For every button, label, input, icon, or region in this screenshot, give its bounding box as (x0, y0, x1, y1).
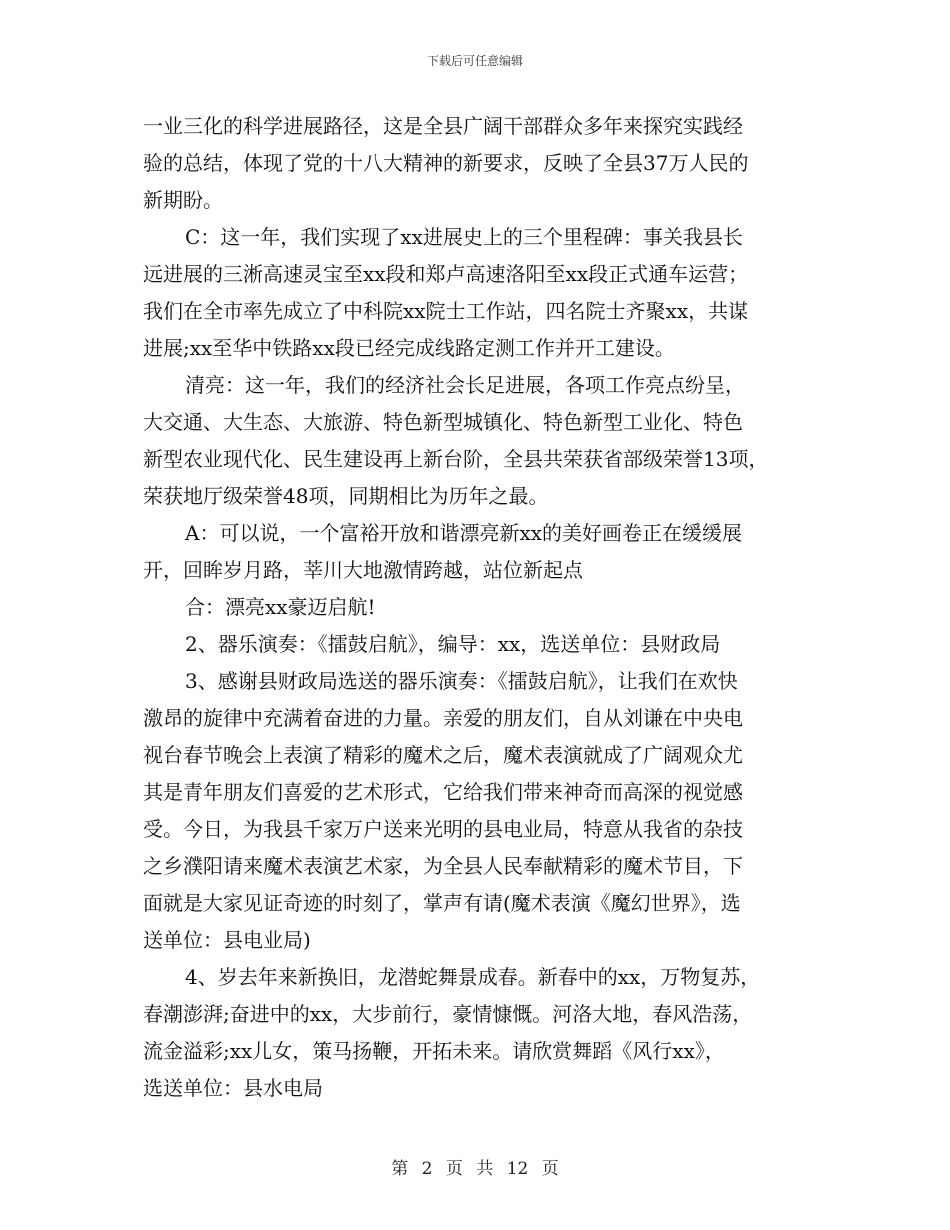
text-line: 我们在全市率先成立了中科院xx院士工作站，四名院士齐聚xx，共谋 (143, 299, 749, 323)
page-label-suffix: 页 (541, 1159, 559, 1179)
paragraph-8 (143, 959, 823, 1107)
text-line: 春潮澎湃;奋进中的xx，大步前行，豪情慷慨。河洛大地，春风浩荡， (143, 1002, 753, 1026)
total-page-count: 12 (506, 1159, 529, 1179)
text-line: 远进展的三淅高速灵宝至xx段和郑卢高速洛阳至xx段正式通车运营； (143, 262, 749, 286)
text-line: 一业三化的科学进展路径，这是全县广阔干部群众多年来探究实践经 (143, 114, 743, 138)
text-line: 激昂的旋律中充满着奋进的力量。亲爱的朋友们，自从刘谦在中央电 (143, 706, 743, 730)
document-body (143, 108, 823, 1107)
text-line: 受。今日，为我县千家万户送来光明的县电业局，特意从我省的杂技 (143, 817, 743, 841)
text-line: 进展;xx至华中铁路xx段已经完成线路定测工作并开工建设。 (143, 336, 675, 360)
text-line: 视台春节晚会上表演了精彩的魔术之后，魔术表演就成了广阔观众尤 (143, 743, 743, 767)
text-line: 选送单位：县水电局 (143, 1076, 323, 1100)
total-label-prefix: 共 (476, 1159, 494, 1179)
page-label-mid: 页 (445, 1159, 463, 1179)
text-line: 荣获地厅级荣誉48项，同期相比为历年之最。 (143, 484, 549, 508)
text-line: 新期盼。 (143, 188, 223, 212)
text-line: C：这一年，我们实现了xx进展史上的三个里程碑：事关我县长 (185, 225, 743, 249)
page-header: 下载后可任意编辑 (426, 54, 523, 68)
text-line: 合：漂亮xx豪迈启航! (185, 595, 376, 619)
text-line: 送单位：县电业局) (143, 928, 311, 952)
text-line: 验的总结，体现了党的十八大精神的新要求，反映了全县37万人民的 (143, 151, 749, 175)
text-line: 之乡濮阳请来魔术表演艺术家，为全县人民奉献精彩的魔术节目，下 (143, 854, 743, 878)
text-line: 清亮：这一年，我们的经济社会长足进展，各项工作亮点纷呈， (185, 373, 745, 397)
paragraph-3 (143, 367, 823, 515)
text-line: 流金溢彩;xx儿女，策马扬鞭，开拓未来。请欣赏舞蹈《风行xx》， (143, 1039, 725, 1063)
page-number-footer (0, 1154, 950, 1179)
text-line: 开，回眸岁月路，莘川大地激情跨越，站位新起点 (143, 558, 583, 582)
paragraph-7 (143, 663, 823, 959)
text-line: 2、器乐演奏：《擂鼓启航》，编导：xx，选送单位：县财政局 (185, 632, 721, 656)
paragraph-5 (143, 589, 823, 626)
text-line: 新型农业现代化、民生建设再上新台阶，全县共荣获省部级荣誉13项， (143, 447, 769, 471)
text-line: 面就是大家见证奇迹的时刻了，掌声有请(魔术表演《魔幻世界》，选 (143, 891, 741, 915)
text-line: 4、岁去年来新换旧，龙潜蛇舞景成春。新春中的xx，万物复苏， (185, 965, 761, 989)
page-label-prefix: 第 (391, 1159, 409, 1179)
paragraph-1 (143, 108, 823, 219)
paragraph-6 (143, 626, 823, 663)
current-page-number: 2 (421, 1159, 433, 1179)
paragraph-4 (143, 515, 823, 589)
text-line: 大交通、大生态、大旅游、特色新型城镇化、特色新型工业化、特色 (143, 410, 743, 434)
text-line: 3、感谢县财政局选送的器乐演奏：《擂鼓启航》，让我们在欢快 (185, 669, 738, 693)
text-line: A：可以说，一个富裕开放和谐漂亮新xx的美好画卷正在缓缓展 (185, 521, 743, 545)
paragraph-2 (143, 219, 823, 367)
text-line: 其是青年朋友们喜爱的艺术形式，它给我们带来神奇而高深的视觉感 (143, 780, 743, 804)
